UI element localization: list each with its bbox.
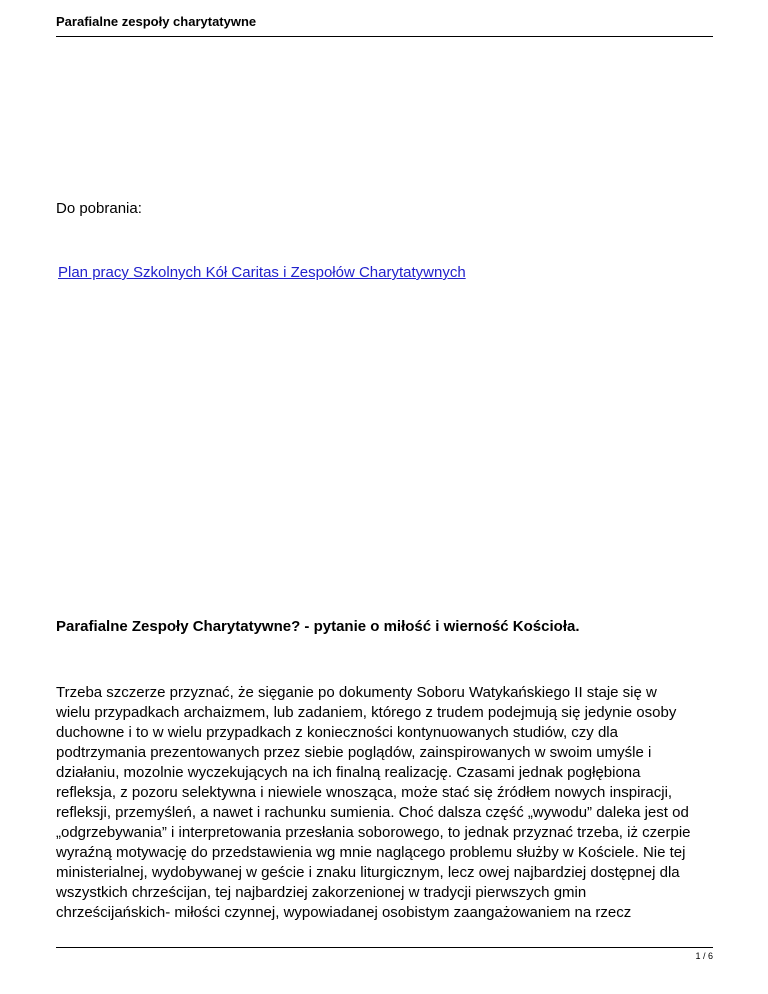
article-line: chrześcijańskich- miłości czynnej, wypowiadanej osobistym zaangażowaniem na rzecz (56, 904, 632, 921)
page-number: 1 / 6 (695, 951, 713, 961)
download-plan-link[interactable]: Plan pracy Szkolnych Kół Caritas i Zespołów Charytatywnych (58, 264, 466, 281)
article-line: ministerialnej, wydobywanej w geście i znaku liturgicznym, lecz owej najbardziej dostępnej dla (56, 864, 680, 881)
article-line: wielu przypadkach archaizmem, lub zadaniem, którego z trudem podejmują się jedynie osoby (56, 704, 677, 721)
article-line: duchowne i to w wielu przypadkach z konieczności kontynuowanych studiów, czy dla (56, 724, 618, 741)
page-footer (56, 947, 713, 968)
article-heading: Parafialne Zespoły Charytatywne? - pytanie o miłość i wierność Kościoła. (56, 618, 580, 635)
article-line: „odgrzebywania” i interpretowania przesłania soborowego, to jednak przyznać trzeba, iż czerpie (56, 824, 691, 841)
page-header-title: Parafialne zespoły charytatywne (56, 14, 257, 29)
article-line: wszystkich chrześcijan, tej najbardziej zakorzenionej w tradycji pierwszych gmin (56, 884, 587, 901)
article-line: wyraźną motywację do przedstawienia wg mnie naglącego problemu służby w Kościele. Nie tej (56, 844, 686, 861)
article-line: Trzeba szczerze przyznać, że sięganie po dokumenty Soboru Watykańskiego II staje się w (56, 684, 657, 701)
page-header (56, 8, 713, 37)
download-label: Do pobrania: (56, 200, 142, 217)
article-body (56, 683, 716, 923)
article-line: podtrzymania prezentowanych przez siebie poglądów, zainspirowanych w swoim umyśle i (56, 744, 652, 761)
article-line: refleksja, z pozoru selektywna i niewiele wnosząca, może stać się źródłem nowych inspiracji, (56, 784, 673, 801)
article-line: działaniu, mozolnie wyczekujących na ich finalną realizację. Czasami jednak pogłębiona (56, 764, 641, 781)
article-line: refleksji, przemyśleń, a nawet i rachunku sumienia. Choć dalsza część „wywodu” daleka jest od (56, 804, 689, 821)
